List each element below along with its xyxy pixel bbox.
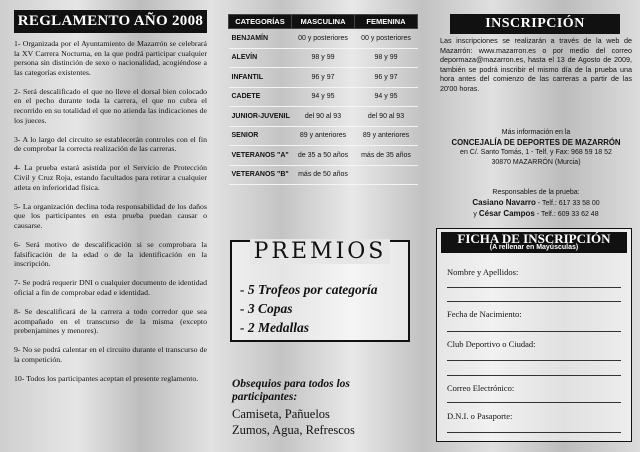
rule-6: 6- Será motivo de descalificación si se comprobara la falsificación de la edad o de la identificación en la inscripción. — [14, 240, 207, 269]
table-row — [229, 107, 418, 127]
category-name: BENJAMÍN — [229, 29, 292, 49]
table-row — [229, 146, 418, 166]
prize-trofeos: - 5 Trofeos por categoría — [240, 282, 378, 297]
category-name: INFANTIL — [229, 68, 292, 88]
prize-medallas: - 2 Medallas — [240, 320, 309, 335]
club-field-line-2[interactable] — [447, 375, 621, 376]
field-label-nombre: Nombre y Apellidos: — [447, 267, 519, 277]
table-row — [229, 48, 418, 68]
premios-title: PREMIOS — [250, 239, 391, 264]
resp-1-name: Casiano Navarro — [472, 198, 536, 207]
rule-5: 5- La organización declina toda responsabilidad de los daños que los participantes en esta prueba puedan causar o causarse. — [14, 201, 207, 230]
category-masculina: 98 y 99 — [292, 48, 355, 68]
nombre-field-line-2[interactable] — [447, 301, 621, 302]
categorias-table — [228, 14, 418, 185]
table-row — [229, 29, 418, 49]
club-field-line-1[interactable] — [447, 360, 621, 361]
rule-1: 1- Organizada por el Ayuntamiento de Mazarrón se celebrará la XV Carrera Nocturna, en la que podrá participar cualquier persona sin distinción de sexo o nacionalidad, acogiéndose a las categorías existentes. — [14, 39, 207, 77]
category-femenina: 89 y anteriores — [355, 126, 418, 146]
category-name: SENIOR — [229, 126, 292, 146]
rule-4: 4- La prueba estará asistida por el Servicio de Protección Civil y Cruz Roja, estando facultados para retirar a cualquier atleta en inferioridad física. — [14, 163, 207, 192]
rule-2: 2- Será descalificado el que no lleve el dorsal bien colocado en el pecho durante toda la carrera, el que no cubra el recorrido en su totalidad el que no atienda las indicaciones de los jueces. — [14, 86, 207, 125]
rule-3: 3- A lo largo del circuito se establecerán controles con el fin de comprobar la correcta realización de las carreras. — [14, 134, 207, 154]
category-name: VETERANOS "B" — [229, 165, 292, 185]
table-row — [229, 68, 418, 88]
table-row — [229, 87, 418, 107]
resp-2-tel: - Telf.: 609 33 62 48 — [534, 211, 599, 218]
category-masculina: 89 y anteriores — [292, 126, 355, 146]
info-address: en C/. Santo Tomás, 1 - Telf. y Fax: 968 59 18 52 — [460, 149, 612, 156]
category-femenina: 00 y posteriores — [355, 29, 418, 49]
info-block — [436, 128, 636, 167]
field-label-dni: D.N.I. o Pasaporte: — [447, 411, 513, 421]
obsequios-line-2: Zumos, Agua, Refrescos — [232, 423, 355, 437]
inscripcion-title: INSCRIPCIÓN — [450, 14, 620, 34]
reglamento-panel — [0, 0, 215, 452]
ficha-title-bar — [441, 232, 627, 253]
info-city: 30870 MAZARRÓN (Murcia) — [491, 158, 581, 166]
responsables-block — [436, 188, 636, 220]
category-name: CADETE — [229, 87, 292, 107]
ficha-form — [436, 228, 632, 442]
obsequios-items — [232, 406, 422, 438]
category-femenina: 98 y 99 — [355, 48, 418, 68]
category-femenina: 94 y 95 — [355, 87, 418, 107]
nombre-field-line-1[interactable] — [447, 287, 621, 288]
category-masculina: del 90 al 93 — [292, 107, 355, 127]
category-masculina: 94 y 95 — [292, 87, 355, 107]
rule-10: 10- Todos los participantes aceptan el presente reglamento. — [14, 373, 199, 383]
category-femenina: del 90 al 93 — [355, 107, 418, 127]
category-name: VETERANOS "A" — [229, 146, 292, 166]
table-row — [229, 165, 418, 185]
rule-7: 7- Se podrá requerir DNI o cualquier documento de identidad oficial a fin de comprobar edad e identidad. — [14, 278, 207, 297]
category-femenina: 96 y 97 — [355, 68, 418, 88]
header-categorias: CATEGORÍAS — [229, 15, 292, 29]
resp-label: Responsables de la prueba: — [492, 189, 580, 196]
category-name: ALEVÍN — [229, 48, 292, 68]
fecha-field-line[interactable] — [447, 331, 621, 332]
correo-field-line[interactable] — [447, 402, 621, 403]
reglamento-title: REGLAMENTO AÑO 2008 — [14, 10, 207, 33]
header-femenina: FEMENINA — [355, 15, 418, 29]
category-masculina: más de 50 años — [292, 165, 355, 185]
categorias-panel — [220, 0, 420, 452]
categorias-header-row — [229, 15, 418, 29]
premios-box — [230, 240, 410, 342]
dni-field-line[interactable] — [447, 432, 621, 433]
prize-copas: - 3 Copas — [240, 301, 293, 316]
obsequios-title: Obsequios para todos los participantes: — [232, 378, 350, 403]
ficha-title: FICHA DE INSCRIPCIÓN — [457, 231, 611, 246]
category-masculina: 00 y posteriores — [292, 29, 355, 49]
resp-2-prefix: y — [473, 211, 479, 218]
resp-2 — [436, 209, 636, 220]
rule-8: 8- Se descalificará de la carrera a todo corredor que sea acompañado en el transcurso de la misma (excepto prebenjamines y menores). — [14, 306, 207, 336]
table-row — [229, 126, 418, 146]
inscripcion-text: Las inscripciones se realizarán a través de la web de Mazarrón: www.mazarron.es o por medio del correo depormaza@mazarron.es, hasta el 13 de Agosto de 2009, también se podrá inscribir el mismo día de la prueba una hora antes del comienzo de las carreras a partir de las 20'00 horas. — [440, 36, 632, 93]
field-label-fecha: Fecha de Nacimiento: — [447, 309, 522, 319]
ficha-subtitle: (A rellenar en Mayúsculas) — [489, 244, 579, 251]
category-name: JUNIOR-JUVENIL — [229, 107, 292, 127]
category-femenina — [355, 165, 418, 185]
category-femenina: más de 35 años — [355, 146, 418, 166]
rule-9: 9- No se podrá calentar en el circuito durante el transcurso de la competición. — [14, 345, 207, 364]
resp-1 — [436, 198, 636, 209]
resp-1-tel: - Telf.: 617 33 58 00 — [535, 200, 600, 207]
resp-2-name: César Campos — [478, 209, 535, 218]
info-label: Más información en la — [501, 129, 571, 136]
category-masculina: 96 y 97 — [292, 68, 355, 88]
category-masculina: de 35 a 50 años — [292, 146, 355, 166]
info-org: CONCEJALÍA DE DEPORTES DE MAZARRÓN — [451, 137, 621, 147]
field-label-correo: Correo Electrónico: — [447, 383, 515, 393]
header-masculina: MASCULINA — [292, 15, 355, 29]
field-label-club: Club Deportivo o Ciudad: — [447, 339, 536, 349]
obsequios-line-1: Camiseta, Pañuelos — [232, 407, 330, 421]
inscripcion-panel — [430, 0, 640, 452]
